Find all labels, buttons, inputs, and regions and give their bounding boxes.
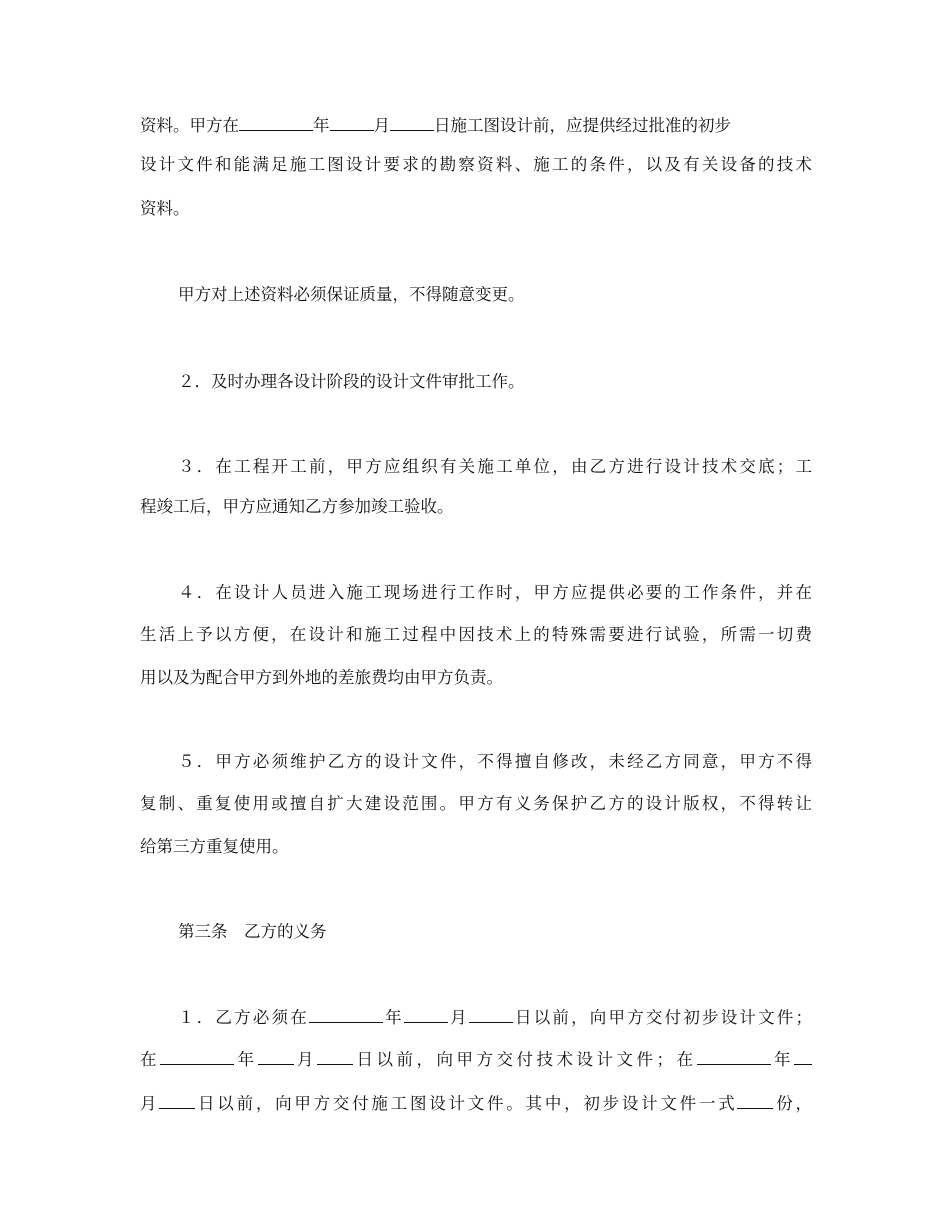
fill-in-blank[interactable]: [737, 1091, 773, 1109]
paragraph-line: 给第三方重复使用。: [140, 837, 289, 856]
text-run: 年: [770, 1050, 794, 1069]
fill-in-blank[interactable]: [390, 113, 434, 131]
paragraph-line: 用以及为配合甲方到外地的差旅费均由甲方负责。: [140, 668, 503, 687]
paragraph-line: 程竣工后，甲方应通知乙方参加竣工验收。: [140, 497, 454, 516]
paragraph-line: 资料。: [140, 199, 190, 218]
text-run: 年: [234, 1050, 258, 1069]
paragraph-line: [140, 1089, 812, 1119]
fill-in-blank[interactable]: [697, 1047, 771, 1065]
fill-in-blank[interactable]: [309, 1005, 383, 1023]
fill-in-blank[interactable]: [404, 1005, 448, 1023]
fill-in-blank[interactable]: [239, 113, 313, 131]
text-run: 日以前，向甲方交付施工图设计文件。其中，初步设计文件一式: [195, 1094, 738, 1113]
text-run: 月: [140, 1094, 160, 1113]
fill-in-blank[interactable]: [160, 1047, 234, 1065]
text-run: 年: [313, 116, 330, 135]
paragraph-line: [140, 111, 812, 141]
text-run: １．乙方必须在: [178, 1008, 309, 1027]
fill-in-blank[interactable]: [317, 1047, 353, 1065]
text-run: 日施工图设计前，应提供经过批准的初步: [434, 116, 731, 135]
paragraph-line: ３．在工程开工前，甲方应组织有关施工单位，由乙方进行设计技术交底；工: [178, 457, 812, 476]
paragraph-line: 复制、重复使用或擅自扩大建设范围。甲方有义务保护乙方的设计版权，不得转让: [140, 794, 812, 813]
paragraph-line: ２．及时办理各设计阶段的设计文件审批工作。: [178, 372, 525, 391]
fill-in-blank[interactable]: [794, 1047, 812, 1065]
text-run: 日以前，向甲方交付技术设计文件；在: [353, 1050, 697, 1069]
paragraph-line: ５．甲方必须维护乙方的设计文件，不得擅自修改，未经乙方同意，甲方不得: [178, 752, 812, 771]
paragraph-line: [178, 1003, 812, 1033]
fill-in-blank[interactable]: [258, 1047, 294, 1065]
fill-in-blank[interactable]: [330, 113, 374, 131]
paragraph-line: ４．在设计人员进入施工现场进行工作时，甲方应提供必要的工作条件，并在: [178, 583, 812, 602]
text-run: 月: [373, 116, 390, 135]
text-run: 日以前，向甲方交付初步设计文件；: [512, 1008, 812, 1027]
text-run: 资料。甲方在: [140, 116, 239, 135]
fill-in-blank[interactable]: [159, 1091, 195, 1109]
section-heading: 第三条 乙方的义务: [178, 922, 327, 941]
text-run: 月: [293, 1050, 317, 1069]
fill-in-blank[interactable]: [469, 1005, 513, 1023]
text-run: 年: [382, 1008, 404, 1027]
text-run: 在: [140, 1050, 160, 1069]
paragraph-line: 生活上予以方便，在设计和施工过程中因技术上的特殊需要进行试验，所需一切费: [140, 625, 812, 644]
paragraph-line: [140, 1045, 812, 1075]
text-run: 份，: [773, 1094, 812, 1113]
paragraph-line: 甲方对上述资料必须保证质量，不得随意变更。: [178, 285, 525, 304]
text-run: 月: [447, 1008, 469, 1027]
paragraph-line: 设计文件和能满足施工图设计要求的勘察资料、施工的条件，以及有关设备的技术: [140, 155, 812, 174]
